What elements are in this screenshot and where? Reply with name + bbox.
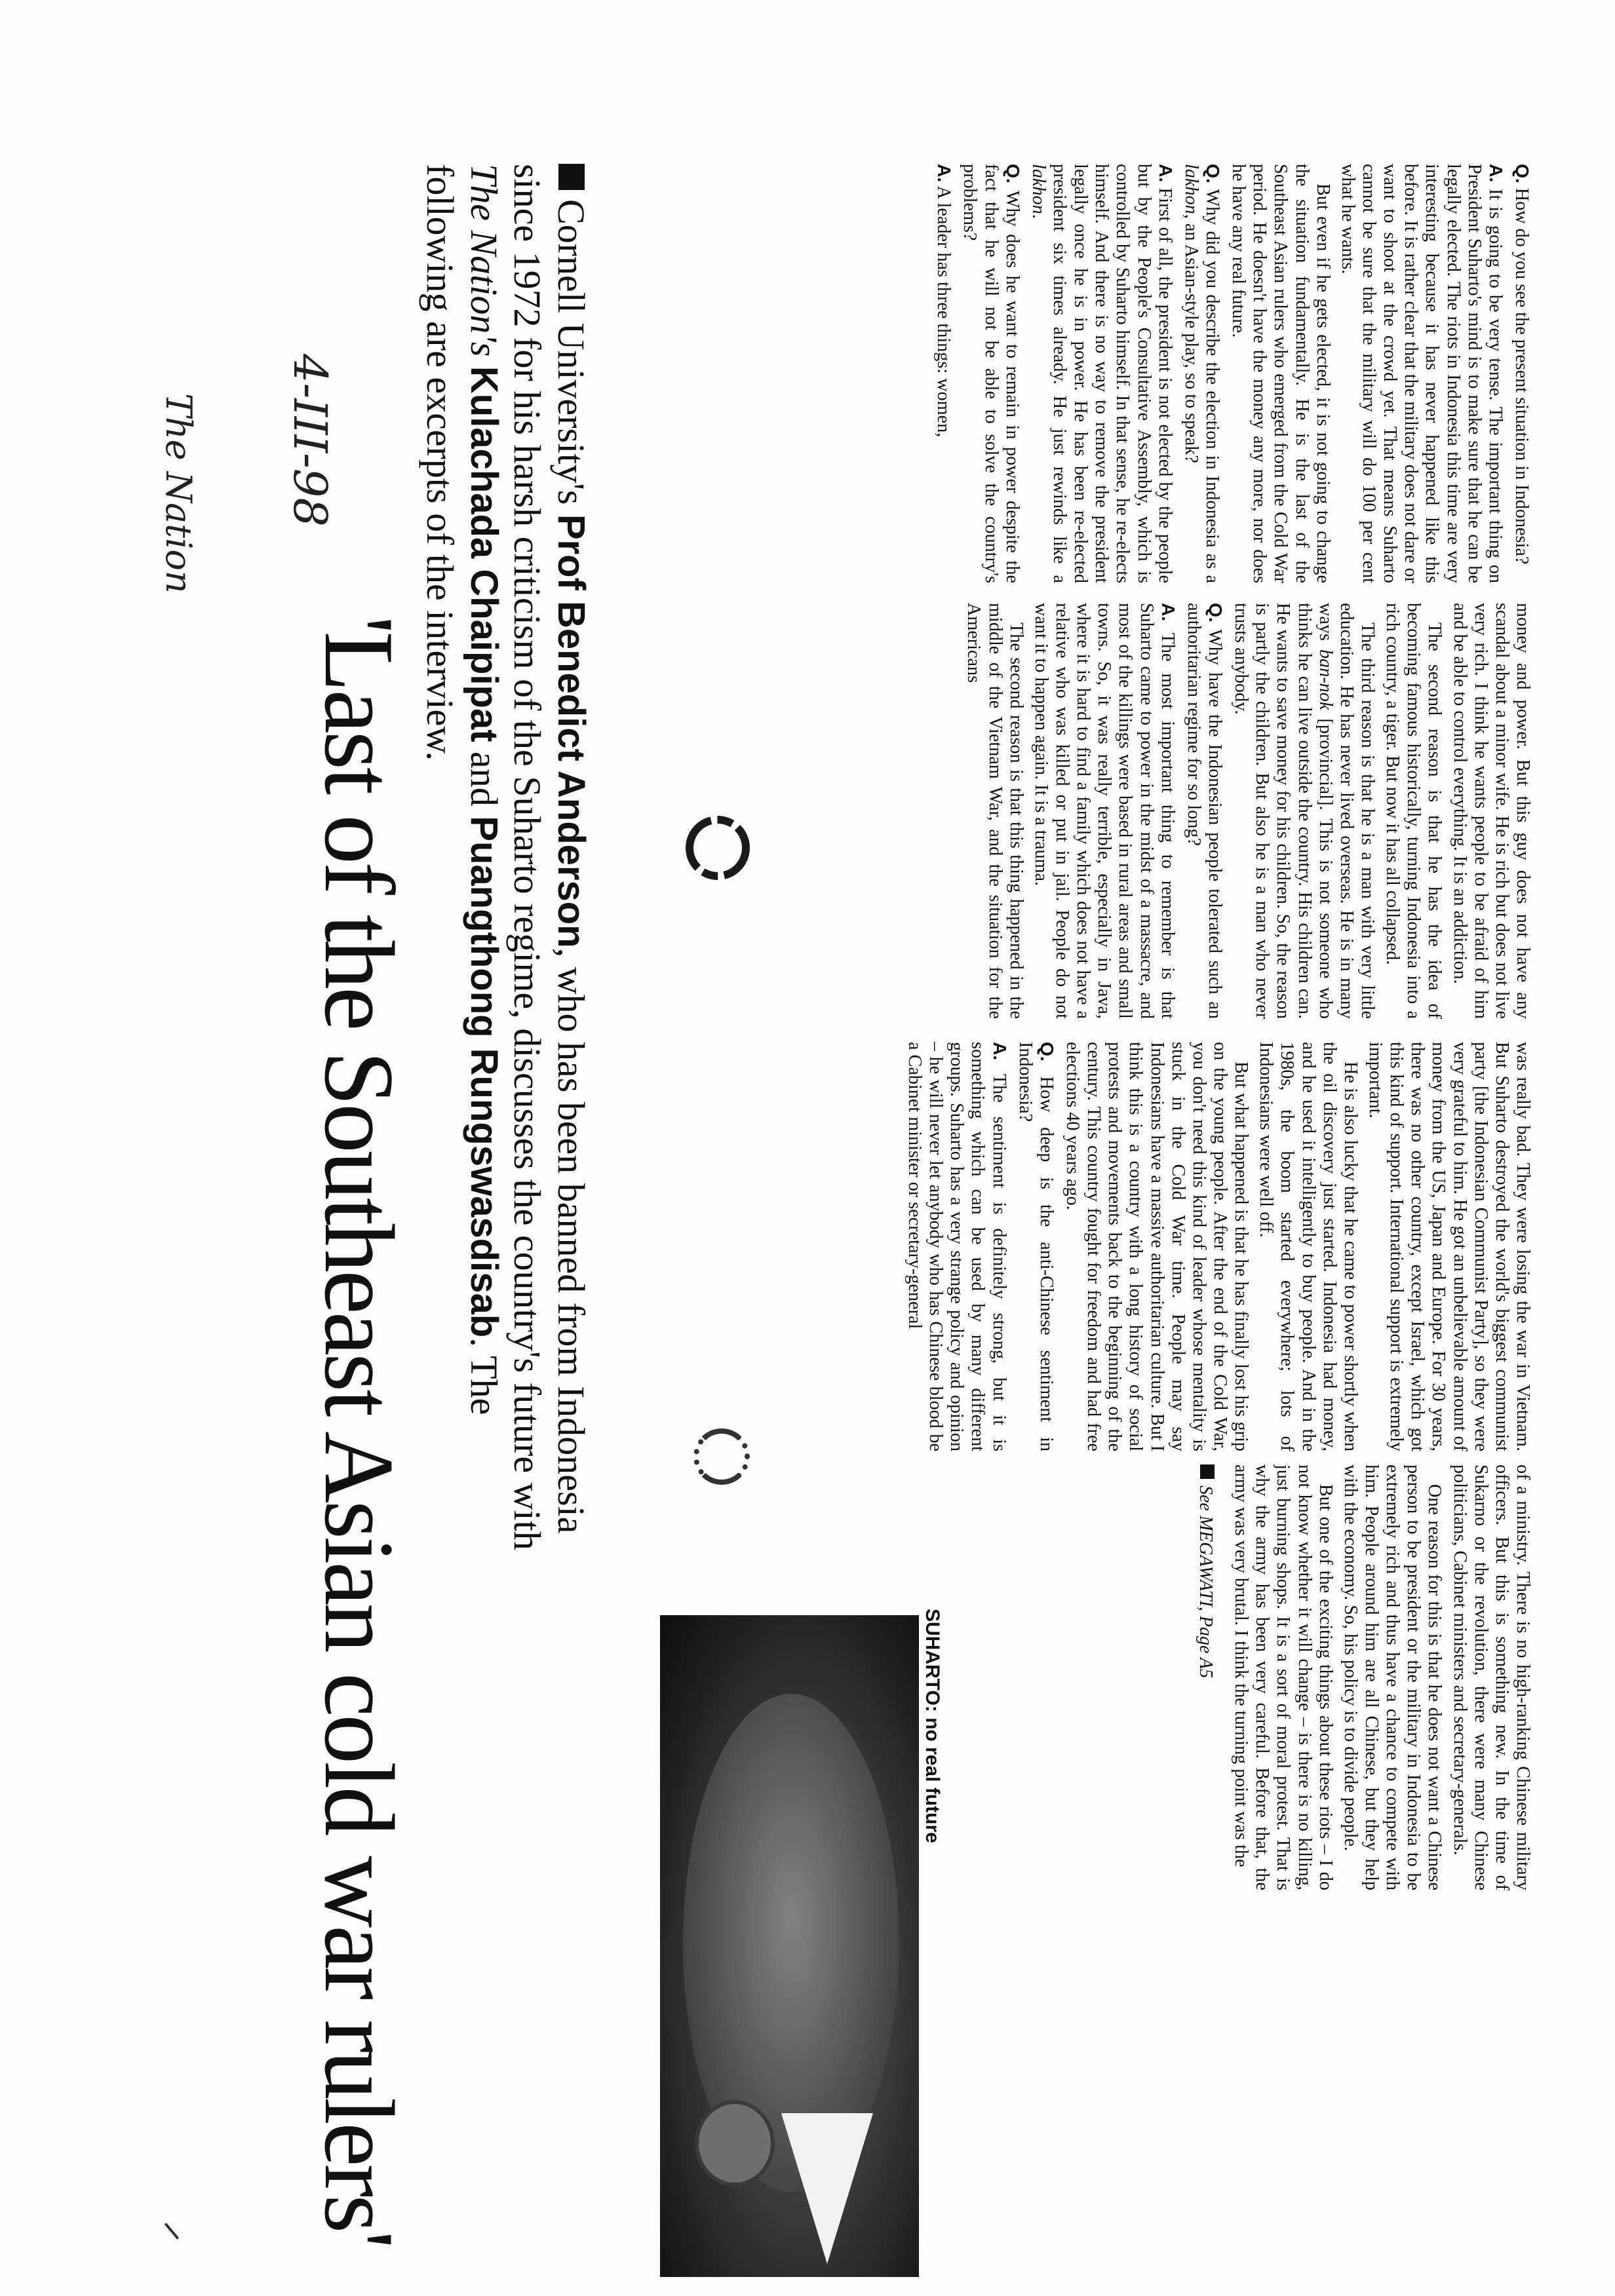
body-paragraph: But one of the exciting things about these riots – I do not know whether it will change – is there is no killing, just burning shops. It is a sort of moral protest. That is why the army has been very careful. Before that, the army was very brutal. I think the turning point was the — [1231, 1464, 1336, 1890]
answer-text: A leader has three things: women, — [933, 182, 954, 438]
article-column-1 — [642, 164, 1533, 583]
headline: 'Last of the Southeast Asian cold war rulers' — [304, 616, 414, 2246]
handwritten-source-note: The Nation — [158, 393, 199, 594]
see-also-reference — [1195, 1464, 1216, 1890]
question-text: How deep is the anti-Chinese sentiment in Indonesia? — [1015, 1042, 1057, 1451]
question-marker: Q. — [1512, 164, 1533, 183]
punch-hole-mark — [686, 816, 750, 880]
standfirst-name: Puangthong Rungswasdisab — [462, 816, 505, 1338]
question-text: Why does he want to remain in power despite the fact that he will not be able to solve the country's problems? — [960, 164, 1022, 583]
question-marker: Q. — [1036, 1042, 1058, 1062]
body-paragraph: The second reason is that this thing happened in the middle of the Vietnam War, and the situation for the Americans — [963, 603, 1026, 1019]
body-paragraph: was really bad. They were losing the war in Vietnam. But Suharto destroyed the world's biggest communist party [the Indonesian Communist Party], so they were very grateful to him. He got an unbelievable amount of money from the US, Japan and Europe. For 30 years, there was no other country, except Israel, which got this kind of support. International support is extremely important. — [1365, 1042, 1533, 1451]
question-marker: Q. — [1205, 603, 1227, 622]
body-paragraph: The second reason is that he has the idea of becoming famous historically, turning Indonesia into a rich country, a tiger. But now it has all collapsed. — [1382, 603, 1445, 1019]
body-italic: ban-nok — [1315, 649, 1336, 710]
square-bullet-icon — [558, 164, 585, 190]
standfirst — [418, 164, 593, 1566]
question-paragraph — [1183, 603, 1226, 1019]
body-text: [provincial]. This is not someone who thinks he can live outside the country. His children can. He wants to save money for his children. So, the reason is partly the children. But also he is a man who never trusts anybody. — [1231, 603, 1336, 1019]
answer-text: . — [1028, 214, 1049, 219]
question-marker: Q. — [1002, 164, 1024, 183]
body-paragraph: One reason for this is that he does not want a Chinese person to be president or the military in Indonesia to be extremely rich and thus have a chance to compete with him. People around him are all Chinese, but they help with the economy. So, his policy is to divide people. — [1340, 1464, 1445, 1890]
answer-paragraph — [1337, 164, 1507, 583]
answer-marker: A. — [1158, 603, 1179, 622]
standfirst-name: Prof Benedict Anderson — [550, 514, 593, 948]
body-text: The third reason is that he is a man with very little education. He has never lived overseas. He is in many ways — [1315, 603, 1378, 1019]
standfirst-text: Cornell University's — [550, 199, 593, 514]
punch-hole-mark — [693, 1428, 750, 1485]
body-paragraph: But what happened is that he has finally lost his grip on the young people. After the end of the Cold War, you don't need this kind of leader whose mentality is stuck in the Cold War time. People may say Indonesians have a massive authoritarian culture. But I think this is a country with a long history of social protests and movements back to the beginning of the century. This country fought for freedom and had free elections 40 years ago. — [1062, 1042, 1252, 1451]
body-paragraph — [1230, 603, 1378, 1019]
photo-caption: SUHARTO: no real future — [922, 1609, 943, 1843]
question-paragraph — [1015, 1042, 1058, 1451]
handwritten-date-note: 4-III-98 — [283, 354, 337, 527]
article-column-2 — [642, 603, 1533, 1019]
ear-shape — [695, 2100, 775, 2187]
answer-text: The most important thing to remember is that Suharto came to power in the midst of a massacre, and most of the killings were based in rural areas and small towns. So, it was really terrible, especially in Java, where it is hard to find a family which does not have a relative who was killed or put in jail. People do not want it to happen again. It is a trauma. — [1030, 603, 1178, 1019]
answer-paragraph — [933, 164, 955, 583]
answer-text: It is going to be very tense. The important thing on President Suharto's mind is to make sure that he can be legally elected. The riots in Indonesia this time are very interesting because it has never happened like this before. It is rather clear that the military does not dare or want to shoot at the crowd yet. That means Suharto cannot be sure that the military will do 100 per cent what he wants. — [1337, 164, 1506, 583]
question-text: Why did you describe the election in Indonesia as a — [1202, 183, 1223, 583]
body-paragraph: of a ministry. There is no high-ranking Chinese military officers. But this is something new. In the time of Sukarno or the revolution, there were many Chinese politicians, Cabinet ministers and secretary-generals. — [1449, 1464, 1533, 1890]
question-paragraph — [959, 164, 1023, 583]
article-column-3 — [642, 1042, 1533, 1451]
collar-shape — [781, 2113, 873, 2264]
answer-paragraph — [904, 1042, 1011, 1451]
answer-text: The sentiment is definitely strong, but it is something which can be used by many different groups. Suharto has a very strange policy and opinion – he will never let anybody who has Chinese blood be a Cabinet minister or secretary-general — [905, 1042, 1009, 1451]
standfirst-text: and — [462, 742, 505, 816]
question-text: , an Asian-style play, so to speak? — [1180, 214, 1201, 463]
see-also-text: See MEGAWATI, — [1196, 1485, 1216, 1611]
standfirst-text: , who has been banned from Indonesia since 1972 for his harsh criticism of the Suharto regime, discusses the country's future with — [506, 164, 593, 1550]
standfirst-text — [463, 356, 505, 366]
question-text: Why have the Indonesian people tolerated such an authoritarian regime for so long? — [1183, 603, 1226, 1019]
answer-paragraph — [1030, 603, 1179, 1019]
answer-text: First of all, the president is not elected by the people but by the People's Consultative Assembly, which is controlled by Suharto himself. In that sense, he re-elects himself. And there is no way to remove the president legally once he is in power. He has been re-elected president six times already. He just rewinds like a — [1049, 164, 1175, 583]
answer-marker: A. — [1485, 164, 1507, 183]
question-paragraph — [1511, 164, 1533, 583]
answer-marker: A. — [1155, 164, 1177, 183]
see-also-page: Page A5 — [1196, 1615, 1216, 1679]
question-text: How do you see the present situation in Indonesia? — [1511, 183, 1532, 565]
pen-mark — [165, 2223, 179, 2240]
standfirst-name: Kulachada Chaipipat — [462, 366, 505, 742]
standfirst-text: . The following are excerpts of the interview. — [418, 164, 505, 1415]
answer-paragraph — [1028, 164, 1177, 583]
question-paragraph — [1180, 164, 1224, 583]
body-paragraph: But even if he gets elected, it is not going to change the situation fundamentally. He is the last of the Southeast Asian rulers who emerged from the Cold War period. He doesn't have the money any more, nor does he have any real future. — [1228, 164, 1333, 583]
answer-italic: lakhon — [1028, 164, 1049, 214]
question-italic: lakhon — [1180, 164, 1201, 214]
standfirst-publication: The Nation's — [462, 164, 505, 357]
body-paragraph: He is also lucky that he came to power shortly when the oil discovery just started. Indonesia had money, and he used it intelligently to buy people. And in the 1980s, the boom started everywhere; lots of Indonesians were well off. — [1256, 1042, 1361, 1451]
answer-marker: A. — [989, 1042, 1011, 1061]
square-bullet-icon — [1200, 1464, 1215, 1479]
question-marker: Q. — [1203, 164, 1224, 183]
suharto-photo — [660, 1615, 919, 2277]
answer-marker: A. — [934, 164, 956, 183]
body-paragraph: money and power. But this guy does not have any scandal about a minor wife. He is rich but does not live very rich. I think he wants people to be afraid of him and be able to control everything. It is an addiction. — [1449, 603, 1533, 1019]
